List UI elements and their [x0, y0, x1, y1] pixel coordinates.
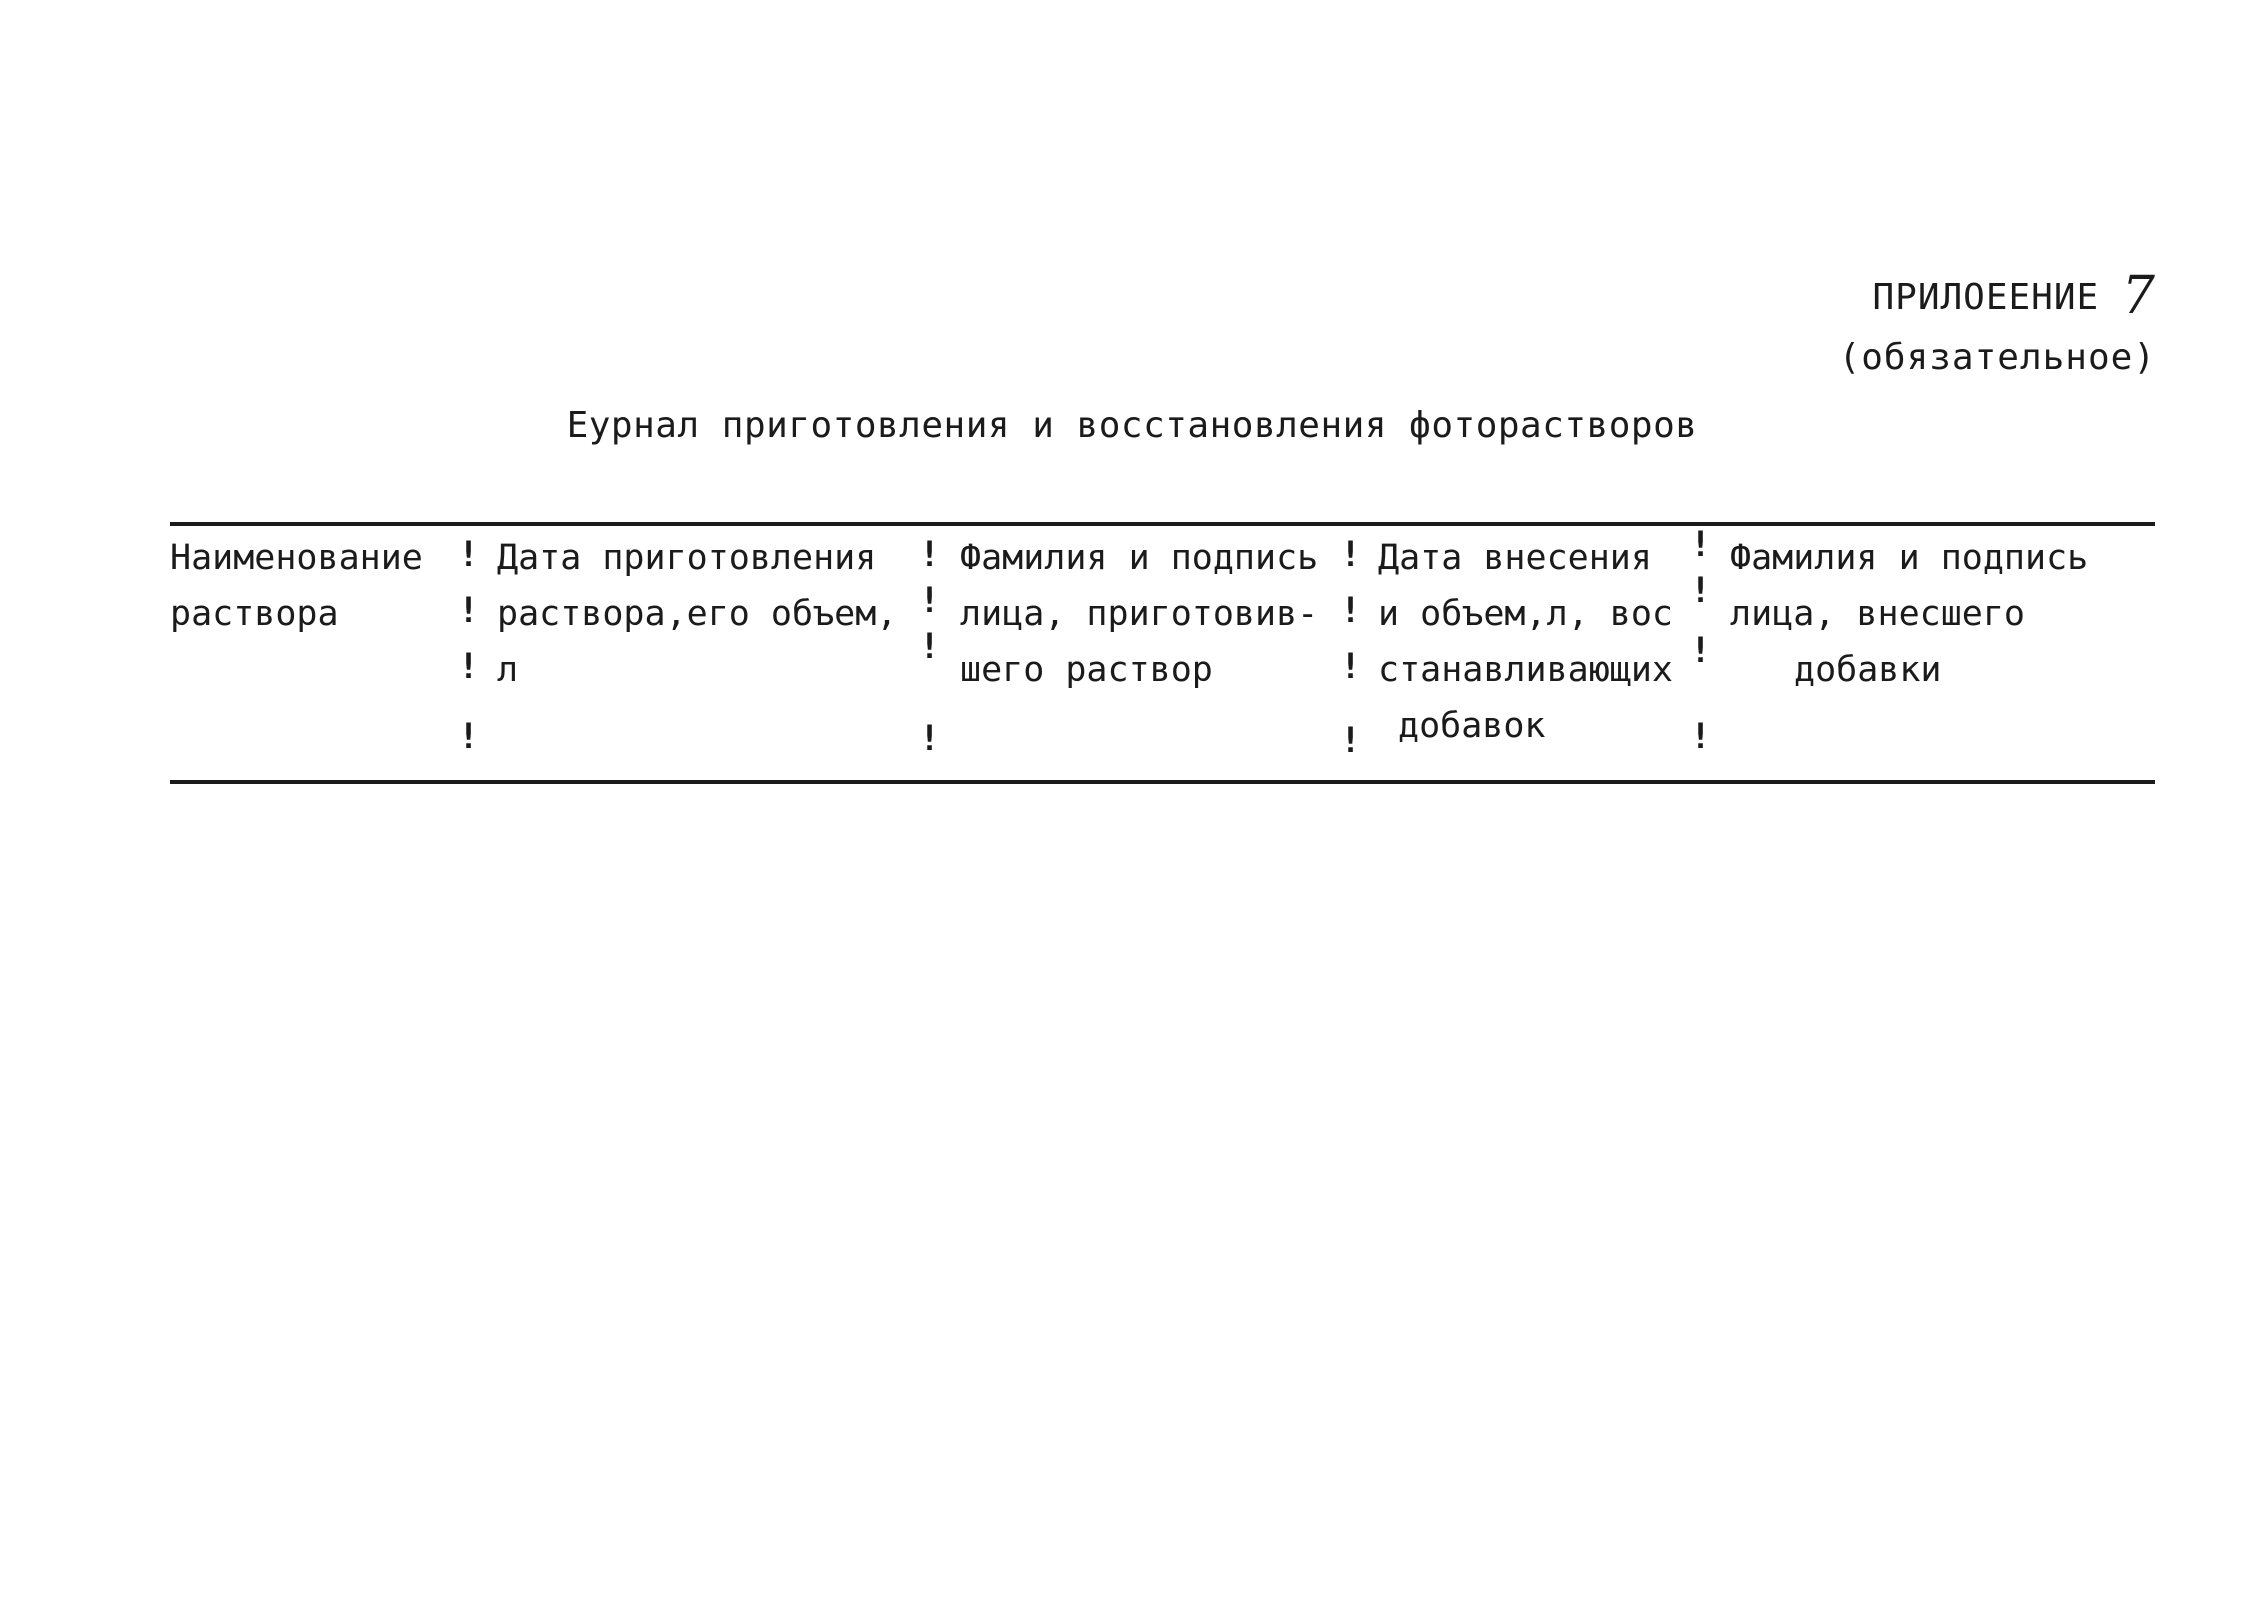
- table-bottom-rule: [170, 780, 2155, 784]
- table-header-preparer: [960, 530, 1355, 775]
- table-header-additives-date: [1378, 530, 1693, 775]
- separator-mark: !: [1340, 591, 1362, 631]
- column-separator: [1690, 525, 1712, 775]
- column-separator: [919, 535, 941, 775]
- separator-mark: !: [919, 719, 941, 759]
- table-header-preparation-date: [497, 530, 917, 775]
- separator-mark: !: [458, 591, 480, 631]
- column-separator: [458, 535, 480, 775]
- appendix-label: ПРИЛОЕЕНИЕ: [1872, 277, 2100, 318]
- header-line: Дата внесения: [1378, 538, 1652, 578]
- table-header-solution-name: [170, 530, 460, 775]
- header-line: добавки: [1794, 650, 1942, 690]
- appendix-note: (обязательное): [1838, 337, 2156, 378]
- appendix-heading: [1839, 268, 2156, 388]
- header-line: раствора,его объем,: [497, 594, 898, 634]
- separator-mark: !: [1340, 535, 1362, 575]
- header-line: шего раствор: [960, 650, 1213, 690]
- separator-mark: !: [919, 535, 941, 575]
- header-line: лица, внесшего: [1730, 594, 2026, 634]
- header-line: Фамилия и подпись: [1730, 538, 2089, 578]
- table-header-additives-person: [1730, 530, 2155, 775]
- appendix-number: 7: [2121, 266, 2156, 326]
- separator-mark: !: [1690, 631, 1712, 671]
- header-line: Наименование: [170, 538, 423, 578]
- table-top-rule: [170, 522, 2155, 526]
- header-line: Дата приготовления: [497, 538, 877, 578]
- journal-title: Еурнал приготовления и восстановления фоторастворов: [566, 405, 1698, 446]
- separator-mark: !: [458, 647, 480, 687]
- separator-mark: !: [1690, 525, 1712, 565]
- header-line: добавок: [1398, 706, 1546, 746]
- separator-mark: !: [919, 581, 941, 621]
- header-line: л: [497, 650, 519, 690]
- separator-mark: !: [458, 535, 480, 575]
- header-line: станавливающих: [1378, 650, 1674, 690]
- separator-mark: !: [919, 627, 941, 667]
- separator-mark: !: [1340, 647, 1362, 687]
- separator-mark: !: [1690, 571, 1712, 611]
- header-line: раствора: [170, 594, 339, 634]
- header-line: и объем,л, вос: [1378, 594, 1674, 634]
- appendix-label-line: [1839, 268, 2156, 328]
- separator-mark: !: [1690, 717, 1712, 757]
- separator-mark: !: [458, 717, 480, 757]
- header-line: лица, приготовив-: [960, 594, 1319, 634]
- header-line: Фамилия и подпись: [960, 538, 1319, 578]
- column-separator: [1340, 535, 1362, 775]
- separator-mark: !: [1340, 721, 1362, 761]
